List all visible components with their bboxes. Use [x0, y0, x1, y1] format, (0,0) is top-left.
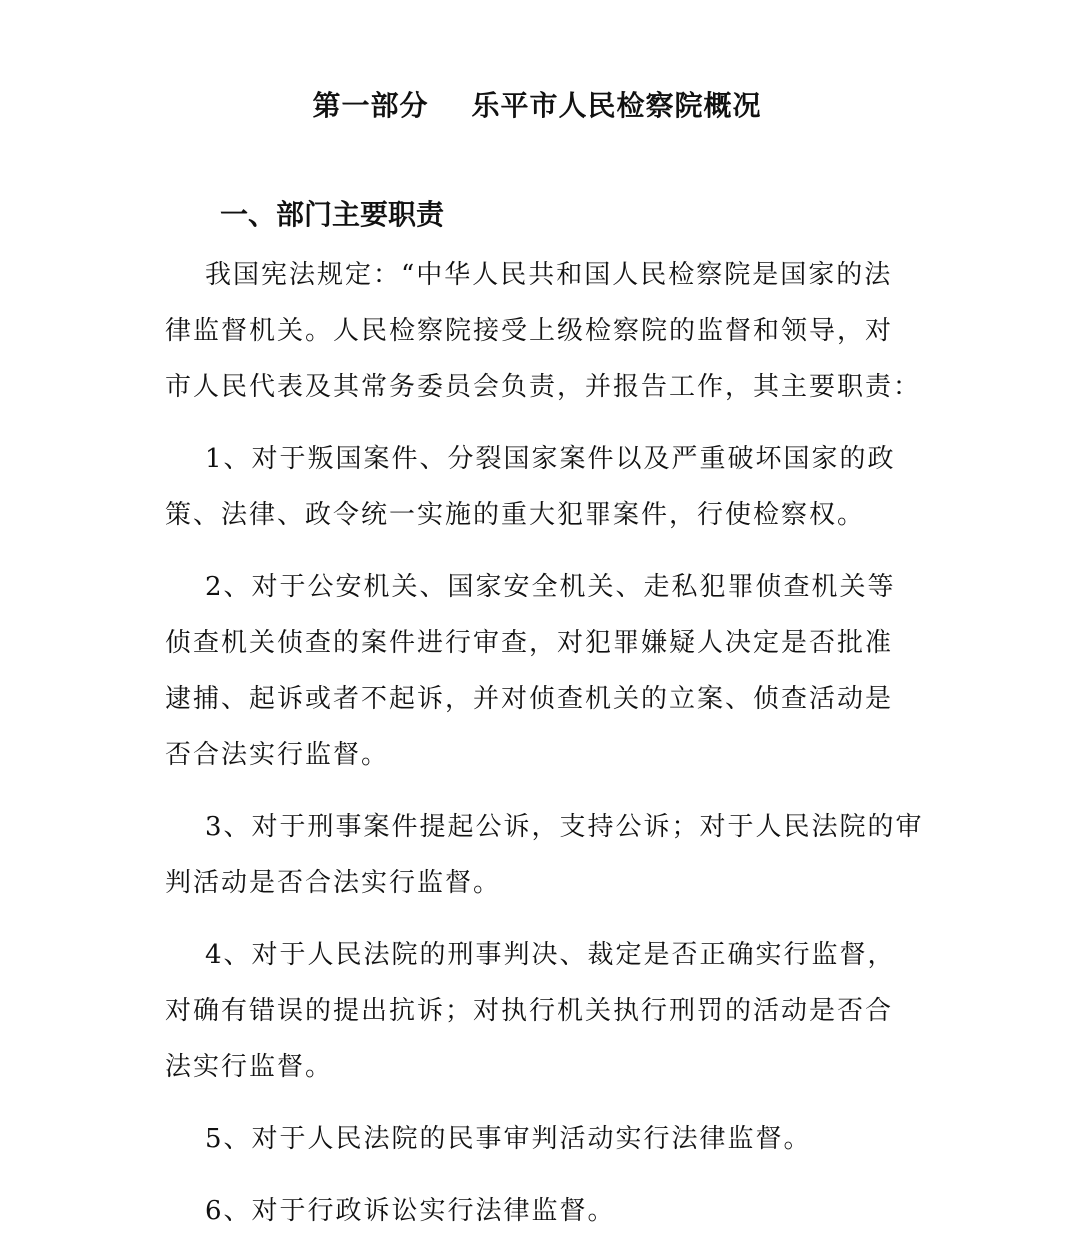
- text-line: 5、对于人民法院的民事审判活动实行法律监督。: [205, 1124, 812, 1154]
- text-line: 6、对于行政诉讼实行法律监督。: [205, 1196, 616, 1226]
- text-line: 4、对于人民法院的刑事判决、裁定是否正确实行监督，: [205, 940, 896, 970]
- text-line: 我国宪法规定：“中华人民共和国人民检察院是国家的法: [205, 260, 893, 290]
- paragraph: [165, 559, 925, 783]
- page-title: 第一部分 乐平市人民检察院概况: [312, 89, 762, 122]
- document-body: [165, 247, 925, 1255]
- paragraph: [165, 927, 925, 1095]
- text-line: 3、对于刑事案件提起公诉，支持公诉；对于人民法院的审: [205, 812, 924, 842]
- text-line: 逮捕、起诉或者不起诉，并对侦查机关的立案、侦查活动是: [165, 684, 894, 714]
- section-heading: 一、部门主要职责: [220, 198, 445, 231]
- text-line: 市人民代表及其常务委员会负责，并报告工作，其主要职责：: [165, 372, 922, 402]
- text-line: 否合法实行监督。: [165, 740, 390, 770]
- text-line: 策、法律、政令统一实施的重大犯罪案件，行使检察权。: [165, 500, 866, 530]
- paragraph: [165, 799, 925, 911]
- paragraph: [165, 247, 925, 415]
- text-line: 2、对于公安机关、国家安全机关、走私犯罪侦查机关等: [205, 572, 896, 602]
- text-line: 律监督机关。人民检察院接受上级检察院的监督和领导，对: [165, 316, 894, 346]
- text-line: 侦查机关侦查的案件进行审查，对犯罪嫌疑人决定是否批准: [165, 628, 894, 658]
- paragraph: [165, 1183, 925, 1239]
- text-line: 判活动是否合法实行监督。: [165, 868, 502, 898]
- paragraph: [165, 1111, 925, 1167]
- paragraph: [165, 431, 925, 543]
- text-line: 法实行监督。: [165, 1052, 334, 1082]
- text-line: 1、对于叛国案件、分裂国家案件以及严重破坏国家的政: [205, 444, 896, 474]
- text-line: 对确有错误的提出抗诉；对执行机关执行刑罚的活动是否合: [165, 996, 894, 1026]
